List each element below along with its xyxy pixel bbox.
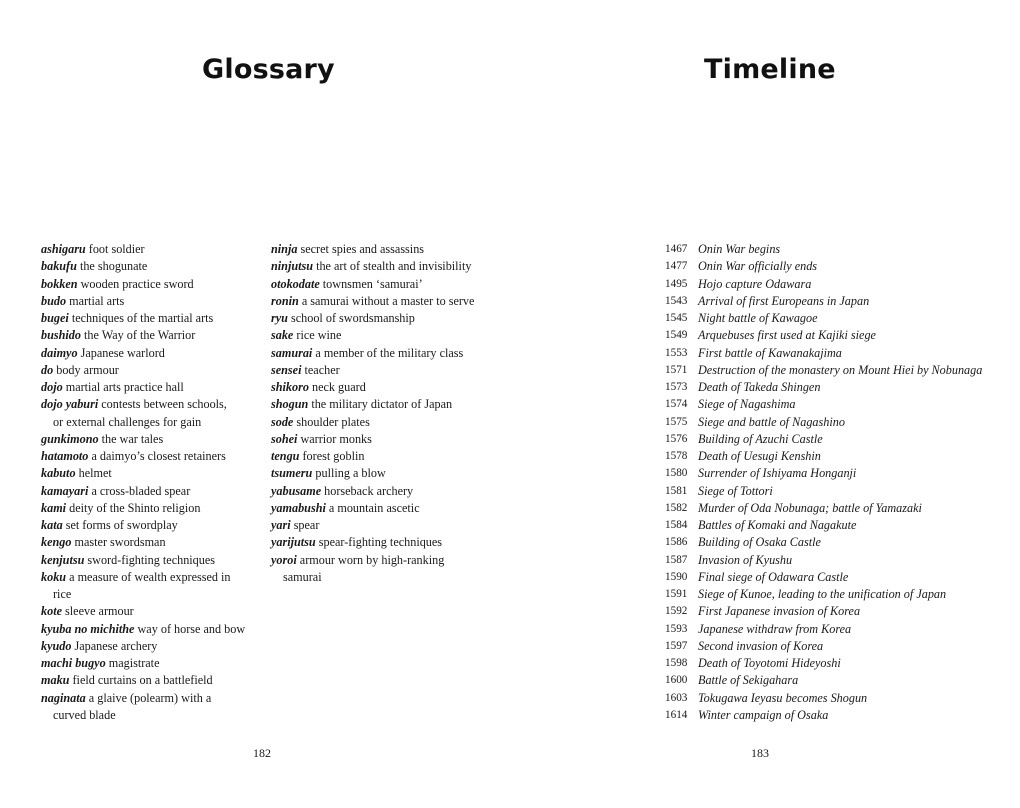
glossary-entry bbox=[41, 534, 261, 551]
glossary-entry bbox=[41, 690, 261, 725]
glossary-entry bbox=[41, 569, 261, 604]
timeline-event: Death of Toyotomi Hideyoshi bbox=[698, 656, 841, 670]
glossary-term: kamayari bbox=[41, 483, 89, 498]
glossary-term: tsumeru bbox=[271, 466, 313, 481]
timeline-row bbox=[665, 517, 1015, 534]
glossary-term: shogun bbox=[271, 397, 309, 412]
glossary-column-2 bbox=[271, 241, 501, 586]
glossary-entry bbox=[41, 379, 261, 396]
timeline-year: 1543 bbox=[665, 294, 688, 307]
glossary-term: kote bbox=[41, 604, 62, 619]
timeline-year: 1590 bbox=[665, 570, 688, 583]
timeline-year: 1586 bbox=[665, 536, 688, 549]
glossary-entry bbox=[41, 293, 261, 310]
glossary-term: ronin bbox=[271, 293, 299, 308]
glossary-definition: the art of stealth and invisibility bbox=[316, 259, 472, 274]
timeline-year: 1574 bbox=[665, 398, 688, 411]
glossary-entry bbox=[41, 431, 261, 448]
glossary-definition-continued: curved blade bbox=[53, 707, 116, 722]
glossary-definition: techniques of the martial arts bbox=[71, 311, 214, 325]
glossary-definition: Japanese archery bbox=[74, 638, 158, 653]
glossary-entry bbox=[271, 517, 501, 534]
glossary-definition: foot soldier bbox=[88, 242, 145, 256]
timeline-event: Arquebuses first used at Kajiki siege bbox=[698, 328, 876, 343]
page-number-left: 182 bbox=[253, 746, 271, 760]
timeline-row bbox=[665, 258, 1015, 275]
glossary-entry bbox=[41, 500, 261, 517]
timeline-row bbox=[665, 396, 1015, 413]
timeline-row bbox=[665, 707, 1015, 724]
glossary-term: koku bbox=[41, 569, 67, 584]
glossary-definition: sleeve armour bbox=[65, 604, 134, 619]
glossary-definition: set forms of swordplay bbox=[65, 518, 178, 532]
glossary-entry bbox=[271, 552, 501, 587]
glossary-entry bbox=[41, 483, 261, 500]
glossary-term: yari bbox=[271, 518, 291, 532]
timeline-event: Onin War begins bbox=[698, 242, 781, 256]
glossary-entry bbox=[271, 362, 501, 379]
timeline-row bbox=[665, 448, 1015, 465]
glossary-entry bbox=[41, 362, 261, 379]
glossary-term: daimyo bbox=[41, 345, 78, 360]
right-page bbox=[510, 0, 1020, 808]
glossary-entry bbox=[271, 448, 501, 465]
glossary-definition: warrior monks bbox=[300, 431, 372, 446]
glossary-definition: wooden practice sword bbox=[80, 276, 194, 291]
glossary-entry bbox=[271, 414, 501, 431]
timeline-year: 1477 bbox=[665, 260, 688, 273]
glossary-definition: field curtains on a battlefield bbox=[72, 673, 213, 688]
glossary-term: sensei bbox=[271, 362, 302, 377]
glossary-term: dojo yaburi bbox=[41, 397, 99, 412]
page-number-right: 183 bbox=[751, 746, 769, 760]
glossary-definition: townsmen ‘samurai’ bbox=[322, 276, 423, 291]
glossary-entry bbox=[271, 500, 501, 517]
timeline-year: 1592 bbox=[665, 605, 688, 618]
glossary-term: otokodate bbox=[271, 276, 320, 291]
timeline-row bbox=[665, 345, 1015, 362]
glossary-term: kyuba no michithe bbox=[41, 621, 135, 636]
timeline-event: Tokugawa Ieyasu becomes Shogun bbox=[698, 690, 868, 705]
timeline-row bbox=[665, 586, 1015, 603]
glossary-definition: secret spies and assassins bbox=[300, 242, 425, 256]
glossary-entry bbox=[41, 621, 261, 638]
glossary-definition-continued: samurai bbox=[283, 569, 322, 584]
glossary-entry bbox=[41, 552, 261, 569]
timeline-event: Surrender of Ishiyama Honganji bbox=[698, 466, 857, 481]
glossary-term: bokken bbox=[41, 276, 78, 291]
glossary-definition: a glaive (polearm) with a bbox=[88, 690, 212, 705]
glossary-entry bbox=[41, 241, 261, 258]
glossary-entry bbox=[271, 379, 501, 396]
glossary-entry bbox=[41, 327, 261, 344]
glossary-entry bbox=[41, 517, 261, 534]
glossary-term: kenjutsu bbox=[41, 552, 85, 567]
timeline-year: 1600 bbox=[665, 674, 688, 687]
timeline-year: 1598 bbox=[665, 657, 688, 669]
glossary-term: shikoro bbox=[271, 380, 309, 394]
glossary-column-1 bbox=[41, 241, 261, 724]
timeline-event: Destruction of the monastery on Mount Hiei by Nobunaga bbox=[698, 362, 983, 377]
timeline-year: 1495 bbox=[665, 277, 688, 290]
glossary-definition: the military dictator of Japan bbox=[311, 397, 453, 412]
timeline-event: Building of Osaka Castle bbox=[698, 535, 821, 550]
timeline-event: Battles of Komaki and Nagakute bbox=[698, 518, 857, 532]
timeline-row bbox=[665, 310, 1015, 327]
timeline-event: Winter campaign of Osaka bbox=[698, 707, 829, 722]
glossary-term: yarijutsu bbox=[271, 535, 316, 550]
timeline-row bbox=[665, 483, 1015, 500]
timeline-event: Onin War officially ends bbox=[698, 259, 818, 274]
glossary-definition: a samurai without a master to serve bbox=[301, 293, 475, 308]
glossary-term: ashigaru bbox=[41, 242, 86, 256]
glossary-term: do bbox=[41, 362, 54, 377]
timeline-event: Building of Azuchi Castle bbox=[698, 431, 823, 446]
glossary-entry bbox=[271, 465, 501, 482]
timeline-year: 1587 bbox=[665, 553, 688, 566]
glossary-definition-continued: rice bbox=[53, 587, 72, 601]
timeline-year: 1603 bbox=[665, 691, 688, 704]
glossary-definition: way of horse and bow bbox=[137, 621, 246, 636]
glossary-term: samurai bbox=[271, 345, 313, 360]
timeline-event: Arrival of first Europeans in Japan bbox=[698, 293, 870, 308]
glossary-definition: martial arts bbox=[69, 293, 125, 308]
timeline-year: 1576 bbox=[665, 432, 688, 445]
glossary-entry bbox=[41, 396, 261, 431]
timeline-row bbox=[665, 293, 1015, 310]
glossary-entry bbox=[41, 465, 261, 482]
timeline-row bbox=[665, 362, 1015, 379]
timeline-year: 1597 bbox=[665, 639, 688, 652]
timeline-row bbox=[665, 465, 1015, 482]
timeline-row bbox=[665, 621, 1015, 638]
timeline-event: Invasion of Kyushu bbox=[698, 552, 793, 567]
glossary-definition: a daimyo’s closest retainers bbox=[91, 449, 226, 463]
glossary-entry bbox=[271, 396, 501, 413]
timeline-year: 1591 bbox=[665, 588, 688, 600]
glossary-entry bbox=[41, 258, 261, 275]
timeline-year: 1593 bbox=[665, 622, 688, 635]
timeline-year: 1553 bbox=[665, 346, 688, 359]
glossary-definition: spear-fighting techniques bbox=[318, 535, 443, 550]
timeline-row bbox=[665, 431, 1015, 448]
timeline-year: 1573 bbox=[665, 381, 688, 393]
timeline-row bbox=[665, 690, 1015, 707]
glossary-definition: armour worn by high-ranking bbox=[299, 552, 445, 567]
glossary-definition: helmet bbox=[78, 466, 112, 481]
timeline-row bbox=[665, 241, 1015, 258]
timeline-year: 1575 bbox=[665, 415, 688, 428]
glossary-definition: spear bbox=[293, 518, 320, 532]
timeline-year: 1582 bbox=[665, 501, 688, 514]
glossary-definition: teacher bbox=[304, 362, 340, 377]
glossary-term: ninja bbox=[271, 242, 298, 256]
glossary-title: Glossary bbox=[202, 54, 335, 85]
timeline-row bbox=[665, 534, 1015, 551]
timeline-event: Siege and battle of Nagashino bbox=[698, 414, 845, 429]
glossary-entry bbox=[271, 293, 501, 310]
timeline-row bbox=[665, 552, 1015, 569]
glossary-definition: Japanese warlord bbox=[80, 345, 165, 360]
timeline-event: First Japanese invasion of Korea bbox=[698, 604, 861, 619]
timeline-year: 1549 bbox=[665, 329, 688, 342]
glossary-term: sake bbox=[271, 328, 294, 343]
glossary-term: yamabushi bbox=[271, 500, 326, 515]
glossary-definition: sword-fighting techniques bbox=[87, 552, 216, 567]
timeline-event: Final siege of Odawara Castle bbox=[698, 569, 849, 584]
timeline-row bbox=[665, 672, 1015, 689]
timeline-row bbox=[665, 603, 1015, 620]
timeline-event: Siege of Nagashima bbox=[698, 397, 796, 412]
timeline-row bbox=[665, 500, 1015, 517]
glossary-definition: a measure of wealth expressed in bbox=[69, 569, 231, 584]
glossary-entry bbox=[41, 672, 261, 689]
glossary-definition: martial arts practice hall bbox=[65, 380, 184, 394]
timeline-event: Battle of Sekigahara bbox=[698, 673, 799, 688]
glossary-definition-continued: or external challenges for gain bbox=[53, 414, 202, 429]
glossary-definition: master swordsman bbox=[74, 535, 166, 550]
timeline-year: 1467 bbox=[665, 243, 688, 255]
glossary-term: budo bbox=[41, 293, 67, 308]
timeline-row bbox=[665, 569, 1015, 586]
timeline-event: Murder of Oda Nobunaga; battle of Yamazaki bbox=[698, 500, 922, 515]
timeline-event: First battle of Kawanakajima bbox=[698, 345, 842, 360]
glossary-definition: contests between schools, bbox=[101, 397, 227, 412]
timeline-row bbox=[665, 327, 1015, 344]
glossary-entry bbox=[271, 345, 501, 362]
glossary-term: yabusame bbox=[271, 483, 322, 498]
timeline-event: Night battle of Kawagoe bbox=[698, 311, 818, 325]
glossary-definition: pulling a blow bbox=[315, 466, 386, 481]
timeline-year: 1584 bbox=[665, 519, 688, 531]
timeline-title: Timeline bbox=[704, 54, 836, 85]
glossary-definition: neck guard bbox=[311, 380, 366, 394]
glossary-term: machi bugyo bbox=[41, 656, 106, 670]
timeline-row bbox=[665, 276, 1015, 293]
glossary-entry bbox=[41, 276, 261, 293]
glossary-entry bbox=[41, 345, 261, 362]
glossary-entry bbox=[271, 310, 501, 327]
glossary-term: gunkimono bbox=[41, 431, 99, 446]
timeline-year: 1581 bbox=[665, 484, 688, 497]
timeline-event: Japanese withdraw from Korea bbox=[698, 621, 852, 636]
glossary-term: hatamoto bbox=[41, 449, 89, 463]
timeline-year: 1578 bbox=[665, 450, 688, 462]
glossary-entry bbox=[41, 603, 261, 620]
glossary-entry bbox=[41, 655, 261, 672]
glossary-entry bbox=[271, 483, 501, 500]
glossary-definition: a cross-bladed spear bbox=[91, 483, 191, 498]
timeline-event: Hojo capture Odawara bbox=[698, 276, 812, 291]
glossary-term: bakufu bbox=[41, 259, 77, 274]
glossary-term: kyudo bbox=[41, 638, 72, 653]
timeline-row bbox=[665, 379, 1015, 396]
glossary-entry bbox=[41, 448, 261, 465]
glossary-term: yoroi bbox=[271, 552, 297, 567]
timeline-year: 1545 bbox=[665, 312, 688, 324]
glossary-term: ninjutsu bbox=[271, 259, 314, 274]
timeline-year: 1580 bbox=[665, 467, 688, 480]
glossary-term: bushido bbox=[41, 328, 81, 343]
glossary-term: sohei bbox=[271, 431, 298, 446]
glossary-entry bbox=[271, 276, 501, 293]
glossary-definition: magistrate bbox=[108, 656, 160, 670]
glossary-term: tengu bbox=[271, 449, 300, 463]
glossary-definition: the shogunate bbox=[79, 259, 148, 274]
glossary-term: maku bbox=[41, 673, 70, 688]
glossary-term: kami bbox=[41, 500, 67, 515]
glossary-entry bbox=[41, 638, 261, 655]
glossary-definition: a mountain ascetic bbox=[328, 500, 420, 515]
glossary-term: kata bbox=[41, 518, 63, 532]
glossary-term: kabuto bbox=[41, 466, 76, 481]
glossary-entry bbox=[41, 310, 261, 327]
glossary-term: naginata bbox=[41, 690, 86, 705]
glossary-term: sode bbox=[271, 414, 294, 429]
glossary-definition: the Way of the Warrior bbox=[84, 328, 196, 343]
glossary-entry bbox=[271, 534, 501, 551]
glossary-definition: deity of the Shinto religion bbox=[69, 500, 201, 515]
glossary-definition: a member of the military class bbox=[315, 345, 464, 360]
timeline-event: Second invasion of Korea bbox=[698, 638, 824, 653]
timeline-year: 1571 bbox=[665, 363, 688, 376]
timeline-list bbox=[665, 241, 1015, 724]
timeline-event: Siege of Kunoe, leading to the unification of Japan bbox=[698, 587, 947, 601]
glossary-definition: school of swordsmanship bbox=[290, 311, 415, 325]
glossary-definition: shoulder plates bbox=[296, 414, 370, 429]
timeline-row bbox=[665, 414, 1015, 431]
timeline-row bbox=[665, 655, 1015, 672]
timeline-event: Death of Takeda Shingen bbox=[698, 380, 821, 394]
glossary-entry bbox=[271, 431, 501, 448]
glossary-definition: the war tales bbox=[101, 431, 164, 446]
glossary-term: ryu bbox=[271, 311, 288, 325]
timeline-year: 1614 bbox=[665, 708, 688, 721]
glossary-entry bbox=[271, 241, 501, 258]
glossary-definition: horseback archery bbox=[324, 483, 414, 498]
glossary-entry bbox=[271, 258, 501, 275]
glossary-definition: body armour bbox=[56, 362, 119, 377]
timeline-row bbox=[665, 638, 1015, 655]
timeline-event: Siege of Tottori bbox=[698, 483, 773, 498]
glossary-entry bbox=[271, 327, 501, 344]
glossary-term: kengo bbox=[41, 535, 72, 550]
timeline-event: Death of Uesugi Kenshin bbox=[698, 449, 821, 463]
glossary-definition: rice wine bbox=[296, 328, 342, 343]
glossary-definition: forest goblin bbox=[302, 449, 365, 463]
glossary-term: bugei bbox=[41, 311, 69, 325]
glossary-term: dojo bbox=[41, 380, 63, 394]
